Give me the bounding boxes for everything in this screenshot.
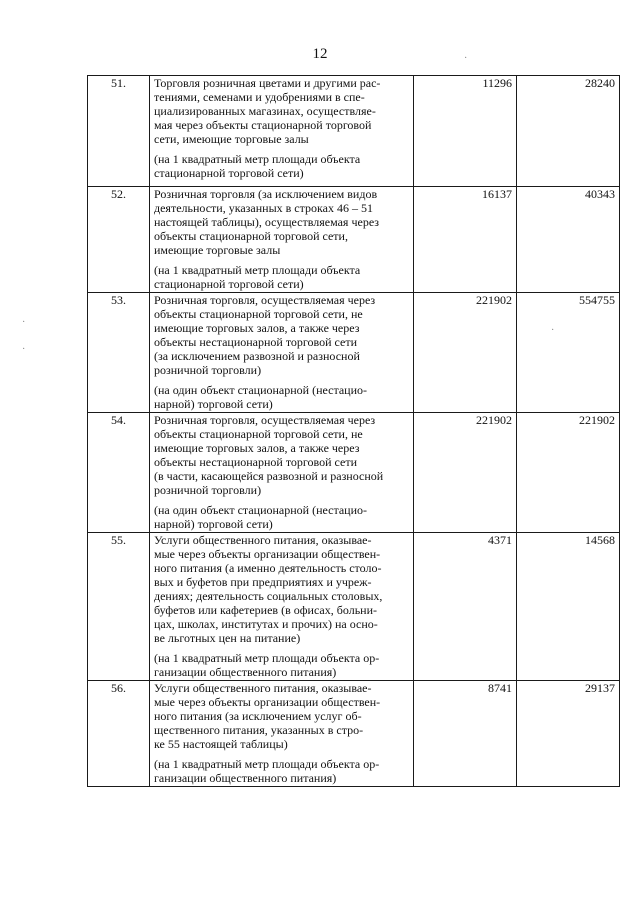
- row-number: 52.: [88, 187, 150, 293]
- table-row: [88, 681, 620, 787]
- table-row: [88, 533, 620, 681]
- activity-cell: [150, 187, 414, 293]
- rates-table: [87, 75, 620, 787]
- value-cell: 14568: [517, 533, 620, 681]
- activity-description: Розничная торговля, осуществляемая через объекты стационарной торговой сети, не имеющие торговых залов, а также через объекты нестационарной торговой сети (в части, касающейся развозной и разносной розничной торговли): [154, 413, 384, 497]
- table-row: [88, 413, 620, 533]
- activity-description: Торговля розничная цветами и другими рас- тениями, семенами и удобрениями в спе- циализированных магазинах, осуществляе- мая через объекты стационарной торговой сети, имеющие торговые залы: [154, 76, 381, 146]
- row-number: 56.: [88, 681, 150, 787]
- activity-cell: [150, 293, 414, 413]
- page-number: 12: [312, 46, 328, 62]
- calculation-basis: (на 1 квадратный метр площади объекта ор- ганизации общественного питания): [154, 757, 380, 785]
- value-cell: 4371: [414, 533, 517, 681]
- scan-speck: ·: [22, 317, 26, 328]
- activity-description: Услуги общественного питания, оказывае- мые через объекты организации обществен- ного питания (за исключением услуг об- щественного питания, указанных в стро- ке 55 настоящей таблицы): [154, 681, 381, 751]
- activity-cell: [150, 533, 414, 681]
- row-number: 54.: [88, 413, 150, 533]
- calculation-basis: (на 1 квадратный метр площади объекта стационарной торговой сети): [154, 152, 361, 180]
- value-cell: 40343: [517, 187, 620, 293]
- value-cell: 8741: [414, 681, 517, 787]
- value-cell: 28240: [517, 76, 620, 187]
- row-number: 51.: [88, 76, 150, 187]
- scan-speck: ·: [22, 344, 26, 355]
- value-cell: 221902: [414, 413, 517, 533]
- activity-cell: [150, 76, 414, 187]
- value-cell: 554755: [517, 293, 620, 413]
- table-row: [88, 187, 620, 293]
- value-cell: 29137: [517, 681, 620, 787]
- activity-cell: [150, 413, 414, 533]
- activity-cell: [150, 681, 414, 787]
- calculation-basis: (на один объект стационарной (нестацио- нарной) торговой сети): [154, 383, 368, 411]
- value-cell: 221902: [414, 293, 517, 413]
- activity-description: Услуги общественного питания, оказывае- мые через объекты организации обществен- ного питания (а именно деятельность столо- вых и буфетов при предприятиях и учреж- дениях; деятельность социальных столовых, буфетов или кафетериев (в офисах, больни- цах, школах, институтах и прочих) на осно- ве льготных цен на питание): [154, 533, 383, 645]
- calculation-basis: (на 1 квадратный метр площади объекта стационарной торговой сети): [154, 263, 361, 291]
- value-cell: 221902: [517, 413, 620, 533]
- table-row: [88, 76, 620, 187]
- calculation-basis: (на 1 квадратный метр площади объекта ор- ганизации общественного питания): [154, 651, 380, 679]
- scan-speck: ·: [551, 325, 555, 336]
- activity-description: Розничная торговля, осуществляемая через объекты стационарной торговой сети, не имеющие торговых залов, а также через объекты нестационарной торговой сети (за исключением развозной и разносной розничной торговли): [154, 293, 376, 377]
- value-cell: 11296: [414, 76, 517, 187]
- row-number: 55.: [88, 533, 150, 681]
- value-cell: 16137: [414, 187, 517, 293]
- activity-description: Розничная торговля (за исключением видов деятельности, указанных в строках 46 – 51 настоящей таблицы), осуществляемая через объекты стационарной торговой сети, имеющие торговые залы: [154, 187, 380, 257]
- row-number: 53.: [88, 293, 150, 413]
- scan-speck: ·: [464, 53, 468, 64]
- table-row: [88, 293, 620, 413]
- calculation-basis: (на один объект стационарной (нестацио- нарной) торговой сети): [154, 503, 368, 531]
